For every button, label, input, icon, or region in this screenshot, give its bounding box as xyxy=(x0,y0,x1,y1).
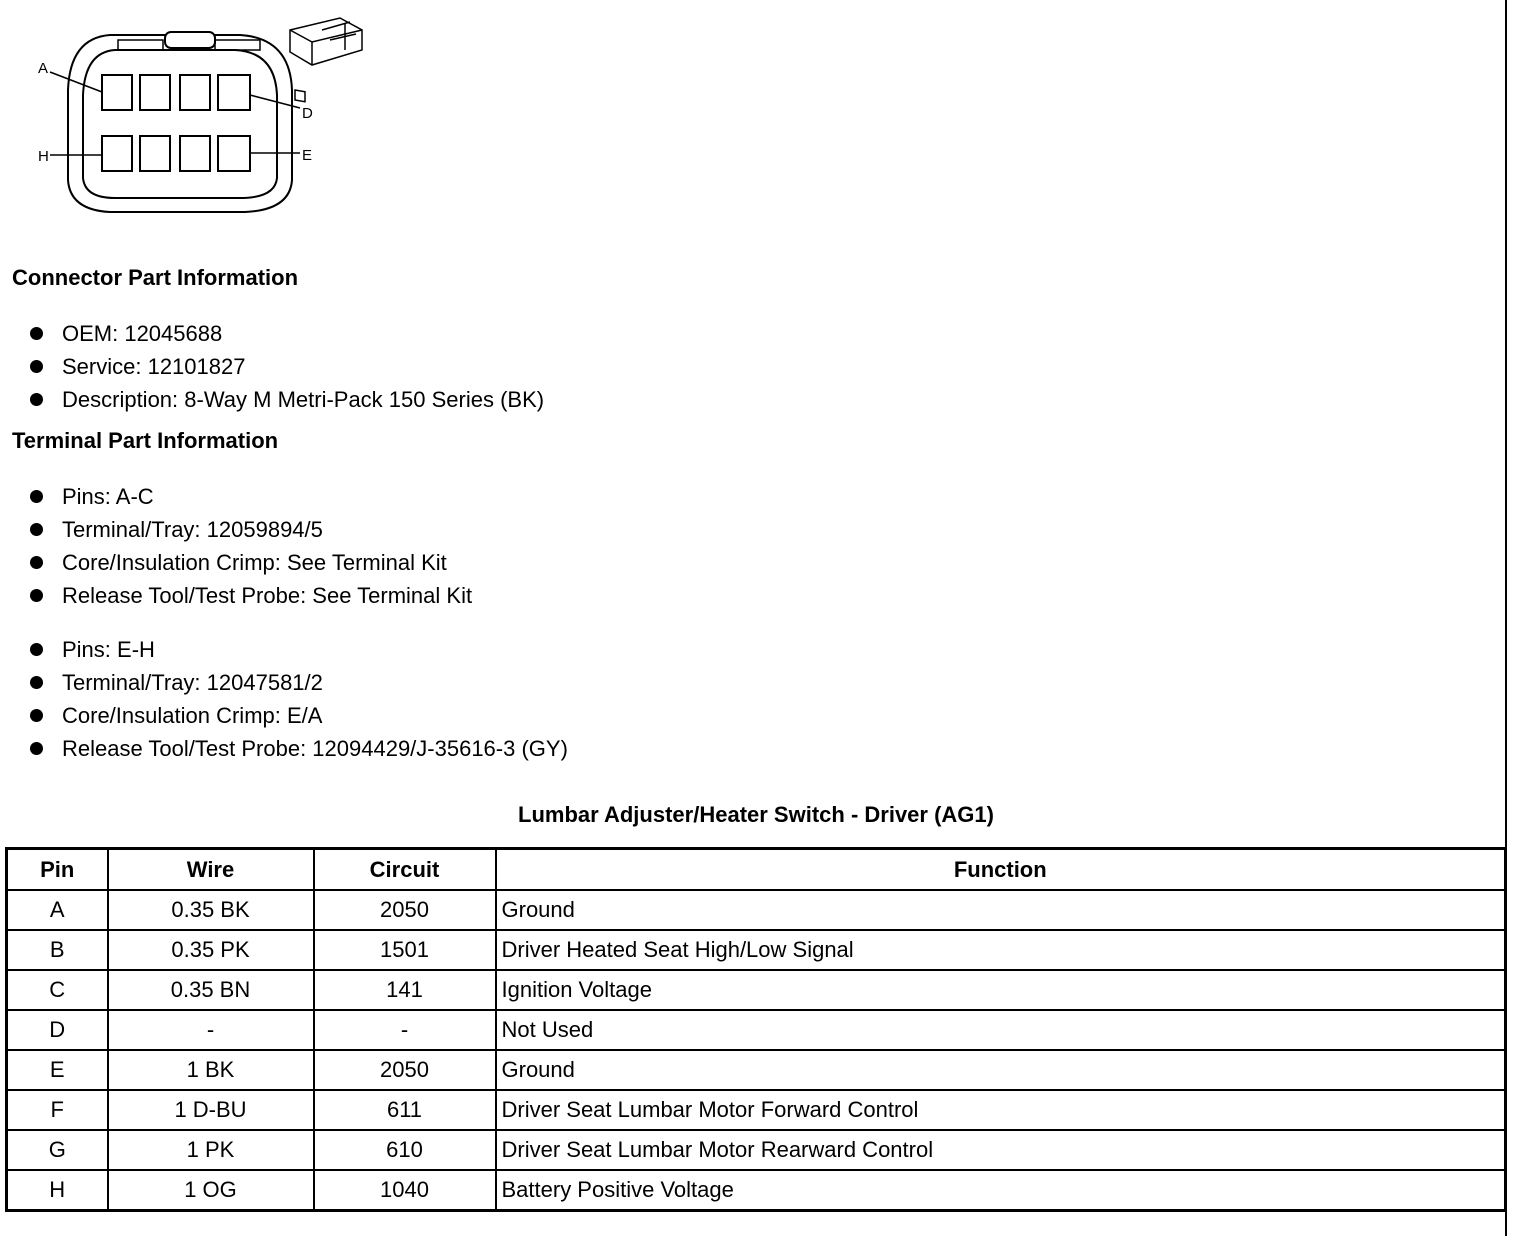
list-item: Core/Insulation Crimp: E/A xyxy=(28,699,568,732)
cavity-f xyxy=(180,136,210,171)
cavity-d xyxy=(218,75,250,110)
cavity-a xyxy=(102,75,132,110)
pinout-table xyxy=(5,847,1507,1212)
table-row xyxy=(7,1010,1506,1050)
bullet-icon xyxy=(30,742,43,755)
cell-pin: H xyxy=(7,1170,108,1211)
cell-function: Driver Heated Seat High/Low Signal xyxy=(496,930,1506,970)
cell-pin: E xyxy=(7,1050,108,1090)
list-item: Pins: E-H xyxy=(28,633,568,666)
cell-function: Driver Seat Lumbar Motor Rearward Control xyxy=(496,1130,1506,1170)
cell-circuit: 611 xyxy=(314,1090,496,1130)
cell-wire: 1 PK xyxy=(108,1130,314,1170)
cell-pin: C xyxy=(7,970,108,1010)
label-pin-e: E xyxy=(302,147,313,164)
cell-wire: 0.35 BK xyxy=(108,890,314,930)
bullet-icon xyxy=(30,556,43,569)
cell-pin: A xyxy=(7,890,108,930)
bullet-icon xyxy=(30,709,43,722)
bullet-icon xyxy=(30,589,43,602)
list-item: Description: 8-Way M Metri-Pack 150 Series (BK) xyxy=(28,383,544,416)
cell-pin: D xyxy=(7,1010,108,1050)
cell-wire: 0.35 PK xyxy=(108,930,314,970)
col-header-circuit: Circuit xyxy=(314,849,496,891)
connector-info-list xyxy=(28,317,544,416)
cell-circuit: 1501 xyxy=(314,930,496,970)
cell-pin: F xyxy=(7,1090,108,1130)
cell-circuit: - xyxy=(314,1010,496,1050)
cavity-e xyxy=(218,136,250,171)
bullet-icon xyxy=(30,676,43,689)
col-header-pin: Pin xyxy=(7,849,108,891)
terminal-info-heading: Terminal Part Information xyxy=(12,428,279,453)
connector-housing-inner xyxy=(83,50,277,198)
cell-circuit: 2050 xyxy=(314,1050,496,1090)
connector-latch xyxy=(165,32,215,48)
table-row xyxy=(7,970,1506,1010)
bullet-icon xyxy=(30,360,43,373)
cell-wire: 0.35 BN xyxy=(108,970,314,1010)
bullet-icon xyxy=(30,523,43,536)
table-row xyxy=(7,930,1506,970)
connector-thumbnail xyxy=(290,18,362,102)
cell-circuit: 610 xyxy=(314,1130,496,1170)
cell-function: Not Used xyxy=(496,1010,1506,1050)
col-header-function: Function xyxy=(496,849,1506,891)
cell-circuit: 1040 xyxy=(314,1170,496,1211)
table-title: Lumbar Adjuster/Heater Switch - Driver (AG1) xyxy=(518,802,994,827)
table-row xyxy=(7,1130,1506,1170)
cell-circuit: 141 xyxy=(314,970,496,1010)
connector-info-heading: Connector Part Information xyxy=(12,265,299,290)
cavity-c xyxy=(180,75,210,110)
col-header-wire: Wire xyxy=(108,849,314,891)
bullet-icon xyxy=(30,393,43,406)
cell-wire: 1 OG xyxy=(108,1170,314,1211)
cell-function: Ground xyxy=(496,890,1506,930)
table-row xyxy=(7,890,1506,930)
bullet-icon xyxy=(30,327,43,340)
cell-wire: - xyxy=(108,1010,314,1050)
cell-function: Ground xyxy=(496,1050,1506,1090)
cavity-b xyxy=(140,75,170,110)
cell-function: Battery Positive Voltage xyxy=(496,1170,1506,1211)
cell-function: Ignition Voltage xyxy=(496,970,1506,1010)
list-item: OEM: 12045688 xyxy=(28,317,544,350)
label-pin-d: D xyxy=(302,105,313,122)
table-header-row xyxy=(7,849,1506,891)
list-item: Release Tool/Test Probe: 12094429/J-35616-3 (GY) xyxy=(28,732,568,765)
terminal-info-group-1 xyxy=(28,480,472,612)
cavity-h xyxy=(102,136,132,171)
list-item: Service: 12101827 xyxy=(28,350,544,383)
list-item: Terminal/Tray: 12059894/5 xyxy=(28,513,472,546)
table-row xyxy=(7,1090,1506,1130)
cell-pin: G xyxy=(7,1130,108,1170)
connector-housing-outline xyxy=(68,35,292,212)
cell-wire: 1 D-BU xyxy=(108,1090,314,1130)
list-item: Release Tool/Test Probe: See Terminal Kit xyxy=(28,579,472,612)
label-pin-h: H xyxy=(38,148,49,165)
list-item: Terminal/Tray: 12047581/2 xyxy=(28,666,568,699)
cell-circuit: 2050 xyxy=(314,890,496,930)
list-item: Core/Insulation Crimp: See Terminal Kit xyxy=(28,546,472,579)
bullet-icon xyxy=(30,490,43,503)
cavity-g xyxy=(140,136,170,171)
bullet-icon xyxy=(30,643,43,656)
cell-function: Driver Seat Lumbar Motor Forward Control xyxy=(496,1090,1506,1130)
cell-pin: B xyxy=(7,930,108,970)
label-pin-a: A xyxy=(38,60,49,77)
connector-face-diagram xyxy=(0,0,380,230)
cell-wire: 1 BK xyxy=(108,1050,314,1090)
list-item: Pins: A-C xyxy=(28,480,472,513)
table-row xyxy=(7,1170,1506,1211)
terminal-info-group-2 xyxy=(28,633,568,765)
table-row xyxy=(7,1050,1506,1090)
